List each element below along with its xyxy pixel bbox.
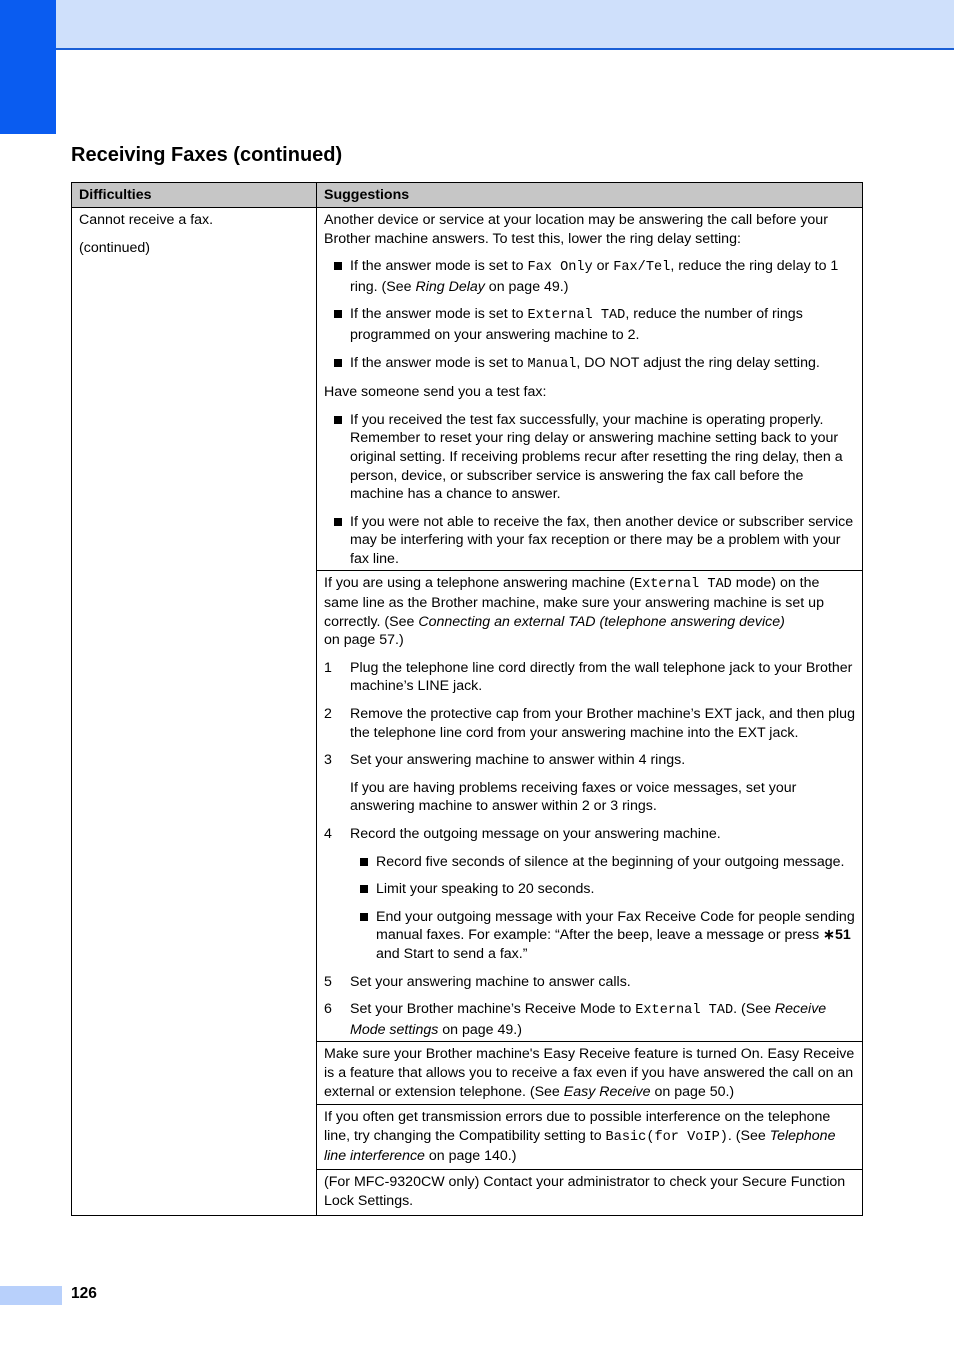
difficulty-continued: (continued)	[79, 239, 150, 256]
table-row	[72, 208, 863, 571]
list-item: If you were not able to receive the fax, then another device or subscriber service may be interfering with your fax reception or there may be a problem with your fax line.	[324, 513, 856, 569]
list-item: Record five seconds of silence at the beginning of your outgoing message.	[324, 853, 856, 872]
column-header-difficulties: Difficulties	[72, 183, 317, 208]
suggestion-intro: Another device or service at your location may be answering the call before your Brother machine answers. To test this, lower the ring delay setting:	[324, 212, 828, 247]
list-item: 2 Remove the protective cap from your Brother machine’s EXT jack, and then plug the telephone line cord from your answering machine into the EXT jack.	[324, 706, 855, 741]
list-item: End your outgoing message with your Fax Receive Code for people sending manual faxes. For example: “After the beep, leave a message or press ∗51 and Start to send a fax.”	[324, 908, 856, 964]
page-title: Receiving Faxes (continued)	[71, 144, 343, 166]
list-item: If the answer mode is set to External TAD, reduce the number of rings programmed on your answering machine to 2.	[324, 305, 856, 344]
list-item: If the answer mode is set to Fax Only or Fax/Tel, reduce the ring delay to 1 ring. (See Ring Delay on page 49.)	[324, 257, 856, 296]
suggestion-cell-secure-function-lock	[317, 1169, 863, 1215]
column-header-suggestions: Suggestions	[317, 183, 863, 208]
table-header-row	[72, 183, 863, 208]
difficulty-cell	[72, 208, 317, 1216]
difficulty-text: Cannot receive a fax.	[79, 212, 214, 228]
suggestion-text: If you often get transmission errors due to possible interference on the telephone line, try changing the Compatibility setting to Basic(for VoIP). (See Telephone line interference on page 140.)	[324, 1109, 836, 1165]
list-item: 1 Plug the telephone line cord directly from the wall telephone jack to your Brother machine’s LINE jack.	[324, 659, 853, 695]
test-fax-heading: Have someone send you a test fax:	[324, 384, 547, 401]
list-item: 4 Record the outgoing message on your answering machine.	[324, 826, 721, 843]
header-band	[56, 0, 954, 50]
list-item: 3 Set your answering machine to answer within 4 rings.	[324, 752, 686, 769]
list-item: If the answer mode is set to Manual, DO NOT adjust the ring delay setting.	[324, 354, 856, 375]
list-item: If you received the test fax successfully, your machine is operating properly. Remember to reset your ring delay or answering machine setting back to your original setting. If receiving problems recur after resetting the ring delay, then a person, device, or subscriber service is answering the fax call before the machine has a chance to answer.	[324, 411, 856, 504]
list-item: 5 Set your answering machine to answer calls.	[324, 973, 631, 990]
page-number: 126	[71, 1285, 97, 1302]
suggestion-cell-easy-receive	[317, 1042, 863, 1105]
suggestion-cell-answering-machine	[317, 570, 863, 1042]
troubleshooting-table	[71, 182, 863, 1216]
suggestion-cell-interference	[317, 1105, 863, 1170]
suggestion-text: (For MFC-9320CW only) Contact your administrator to check your Secure Function Lock Settings.	[324, 1173, 846, 1209]
suggestion-intro: If you are using a telephone answering machine (External TAD mode) on the same line as the Brother machine, make sure your answering machine is set up correctly. (See Connecting an external TAD (telephone answering device) on page 57.)	[324, 574, 824, 649]
chapter-tab	[0, 0, 56, 134]
suggestion-cell-ring-delay	[317, 208, 863, 571]
list-item: 6 Set your Brother machine’s Receive Mode to External TAD. (See Receive Mode settings on page 49.)	[324, 1001, 827, 1038]
step-note: If you are having problems receiving faxes or voice messages, set your answering machine to answer within 2 or 3 rings.	[350, 779, 797, 815]
list-item: Limit your speaking to 20 seconds.	[324, 880, 856, 899]
suggestion-text: Make sure your Brother machine's Easy Receive feature is turned On. Easy Receive is a feature that allows you to receive a fax even if you have answered the call on an external or extension telephone. (See Easy Receive on page 50.)	[324, 1046, 855, 1100]
footer-band	[0, 1286, 62, 1305]
